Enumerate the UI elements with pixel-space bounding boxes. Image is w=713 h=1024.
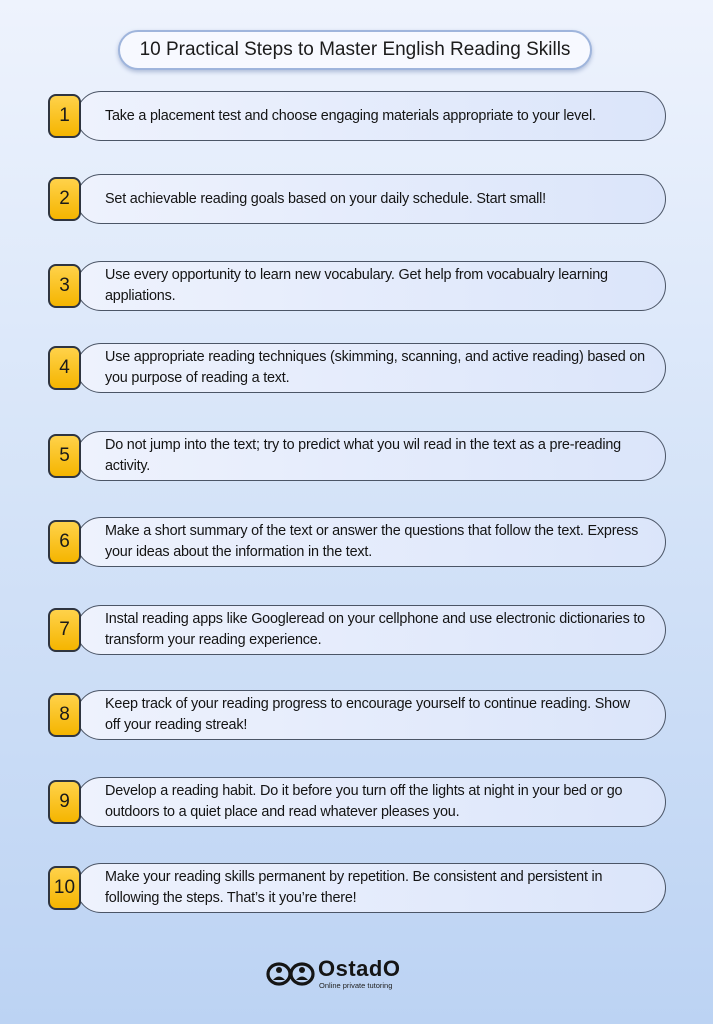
step-card [76, 517, 666, 567]
step-card [76, 431, 666, 481]
step-9 [48, 777, 666, 827]
step-3 [48, 261, 666, 311]
step-card [76, 343, 666, 393]
step-1 [48, 91, 666, 141]
logo-tagline: Online private tutoring [319, 981, 393, 990]
step-card [76, 690, 666, 740]
page-title: 10 Practical Steps to Master English Reading Skills [118, 30, 592, 70]
step-number: 5 [48, 434, 81, 478]
step-6 [48, 517, 666, 567]
logo-name: OstadO [318, 956, 401, 981]
step-5 [48, 431, 666, 481]
step-card [76, 605, 666, 655]
step-text: Develop a reading habit. Do it before you turn off the lights at night in your bed or go outdoors to a quiet place and read whatever pleases you. [105, 783, 623, 820]
step-number: 9 [48, 780, 81, 824]
step-text: Instal reading apps like Googleread on your cellphone and use electronic dictionaries to transform your reading experience. [105, 611, 645, 648]
step-number: 7 [48, 608, 81, 652]
step-number: 1 [48, 94, 81, 138]
step-number: 4 [48, 346, 81, 390]
step-7 [48, 605, 666, 655]
step-text: Set achievable reading goals based on your daily schedule. Start small! [105, 190, 546, 207]
step-number: 10 [48, 866, 81, 910]
step-text: Make a short summary of the text or answer the questions that follow the text. Express your ideas about the information in the text. [105, 523, 639, 560]
step-number: 6 [48, 520, 81, 564]
step-card [76, 174, 666, 224]
step-text: Do not jump into the text; try to predict what you wil read in the text as a pre-reading activity. [105, 437, 621, 474]
step-number: 8 [48, 693, 81, 737]
brand-logo [266, 954, 406, 994]
step-card [76, 261, 666, 311]
step-2 [48, 174, 666, 224]
step-4 [48, 343, 666, 393]
step-text: Use appropriate reading techniques (skimming, scanning, and active reading) based on you purpose of reading a text. [105, 349, 645, 386]
step-8 [48, 690, 666, 740]
step-card [76, 91, 666, 141]
step-number: 3 [48, 264, 81, 308]
step-10 [48, 863, 666, 913]
step-number: 2 [48, 177, 81, 221]
ostado-logo-icon [266, 956, 318, 988]
step-card [76, 863, 666, 913]
step-card [76, 777, 666, 827]
step-text: Use every opportunity to learn new vocabulary. Get help from vocabualry learning appliations. [105, 267, 608, 304]
step-text: Keep track of your reading progress to encourage yourself to continue reading. Show off your reading streak! [105, 696, 630, 733]
step-text: Make your reading skills permanent by repetition. Be consistent and persistent in following the steps. That’s it you’re there! [105, 869, 603, 906]
step-text: Take a placement test and choose engaging materials appropriate to your level. [105, 107, 596, 124]
